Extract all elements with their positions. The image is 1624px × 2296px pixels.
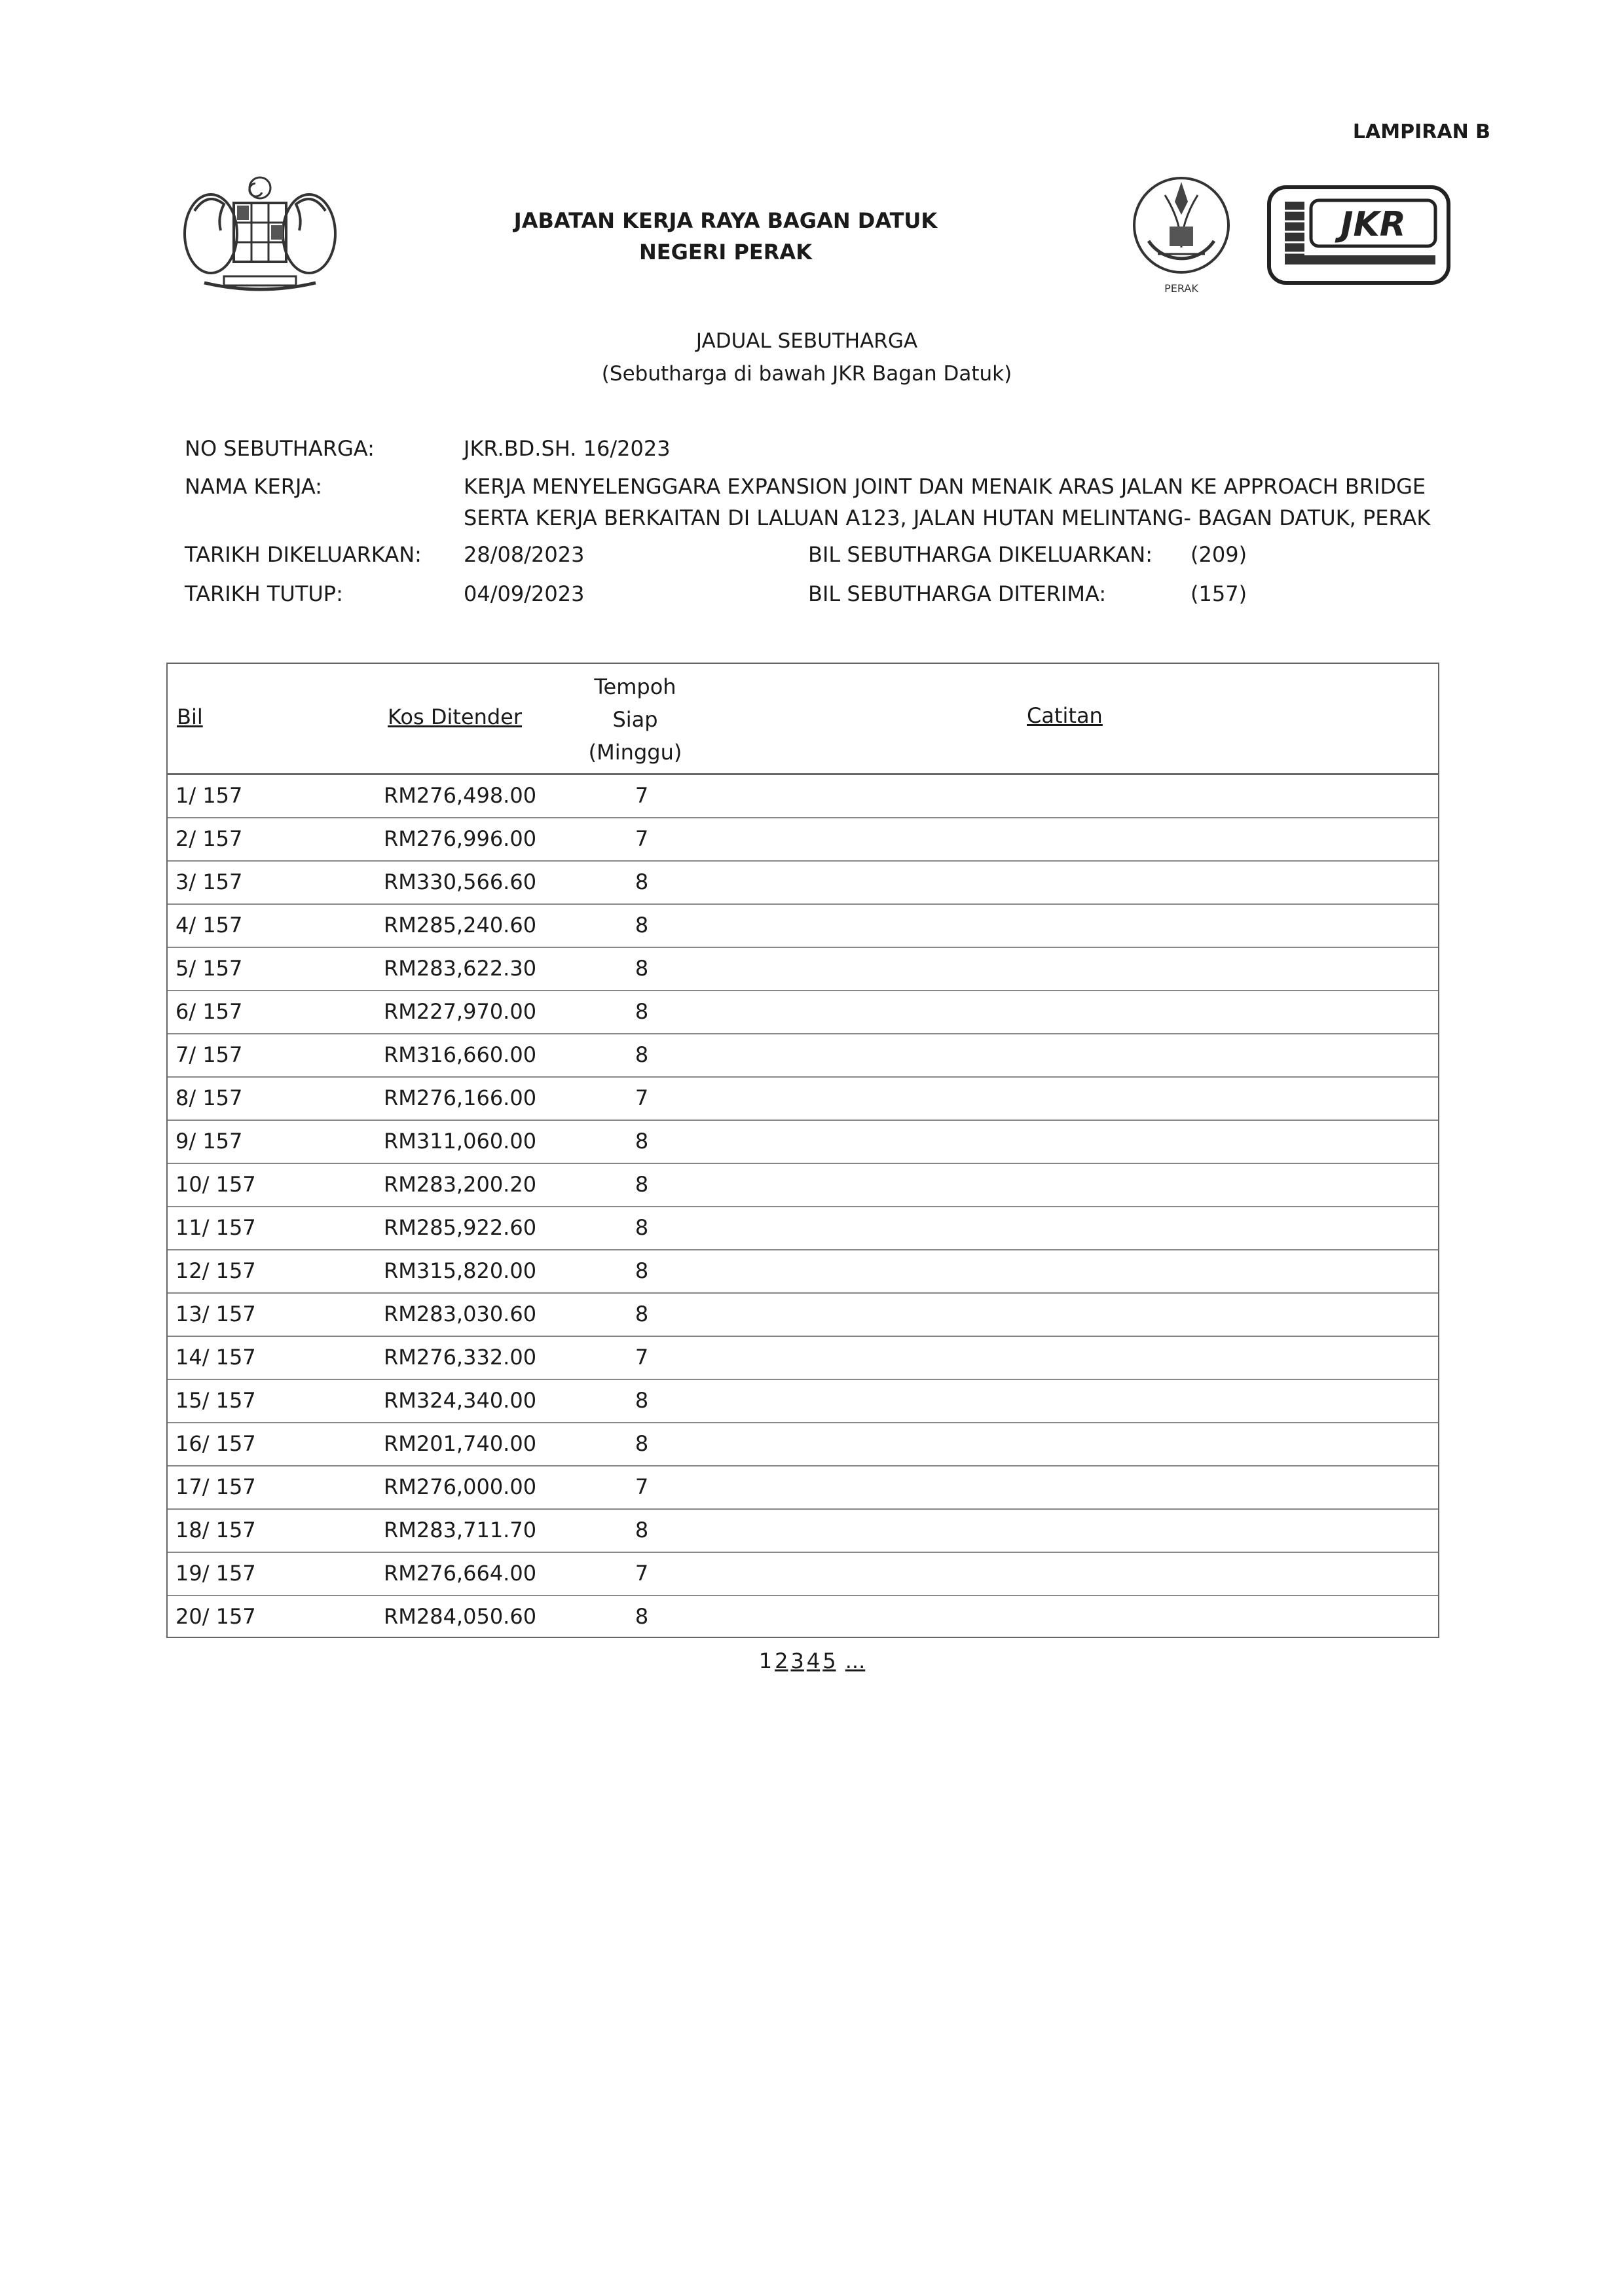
cell-bil: 6/ 157 [175,999,243,1024]
cell-bil: 13/ 157 [175,1302,256,1326]
cell-kos-ditender: RM285,922.60 [384,1215,537,1240]
cell-tempoh-siap: 7 [635,1474,649,1499]
tempoh-header-line3: (Minggu) [588,740,682,765]
table-row [168,905,1438,948]
table-row [168,1596,1438,1639]
document-subtitle: (Sebutharga di bawah JKR Bagan Datuk) [601,362,1012,386]
cell-tempoh-siap: 7 [635,783,649,808]
cell-tempoh-siap: 8 [635,1518,649,1542]
table-row [168,1467,1438,1510]
cell-tempoh-siap: 8 [635,1129,649,1154]
pagination [0,1649,1624,1673]
closing-date-label: TARIKH TUTUP: [185,581,343,606]
cell-kos-ditender: RM315,820.00 [384,1258,537,1283]
column-header-kos-ditender[interactable]: Kos Ditender [388,704,523,729]
department-state: NEGERI PERAK [639,240,812,264]
page-link-5[interactable]: 5 [822,1649,836,1673]
cell-tempoh-siap: 8 [635,1172,649,1197]
cell-bil: 10/ 157 [175,1172,256,1197]
cell-kos-ditender: RM324,340.00 [384,1388,537,1413]
cell-kos-ditender: RM285,240.60 [384,913,537,938]
cell-kos-ditender: RM276,664.00 [384,1561,537,1586]
cell-tempoh-siap: 8 [635,1302,649,1326]
cell-bil: 15/ 157 [175,1388,256,1413]
issue-date-label: TARIKH DIKELUARKAN: [185,542,422,567]
cell-tempoh-siap: 7 [635,826,649,851]
cell-bil: 11/ 157 [175,1215,256,1240]
cell-tempoh-siap: 8 [635,1042,649,1067]
work-name-line1: KERJA MENYELENGGARA EXPANSION JOINT DAN MENAIK ARAS JALAN KE APPROACH BRIDGE [464,474,1426,499]
received-count-label: BIL SEBUTHARGA DITERIMA: [808,581,1107,606]
cell-kos-ditender: RM227,970.00 [384,999,537,1024]
cell-kos-ditender: RM316,660.00 [384,1042,537,1067]
page-link-more[interactable]: ... [845,1649,866,1673]
cell-kos-ditender: RM311,060.00 [384,1129,537,1154]
table-row [168,1078,1438,1121]
cell-bil: 17/ 157 [175,1474,256,1499]
table-row [168,991,1438,1034]
cell-tempoh-siap: 7 [635,1345,649,1370]
table-row [168,1121,1438,1164]
cell-kos-ditender: RM276,498.00 [384,783,537,808]
cell-kos-ditender: RM276,996.00 [384,826,537,851]
cell-bil: 8/ 157 [175,1085,243,1110]
cell-bil: 9/ 157 [175,1129,243,1154]
column-header-bil[interactable]: Bil [177,704,203,729]
work-name-label: NAMA KERJA: [185,474,322,499]
table-row [168,1553,1438,1596]
cell-bil: 1/ 157 [175,783,243,808]
cell-bil: 5/ 157 [175,956,243,981]
page-current: 1 [758,1649,773,1673]
received-count-value: (157) [1190,581,1247,606]
cell-kos-ditender: RM283,200.20 [384,1172,537,1197]
table-row [168,775,1438,818]
cell-bil: 14/ 157 [175,1345,256,1370]
column-header-catitan[interactable]: Catitan [1027,703,1103,728]
annex-label: LAMPIRAN B [1352,120,1490,143]
cell-tempoh-siap: 8 [635,999,649,1024]
cell-tempoh-siap: 8 [635,1258,649,1283]
page-link-4[interactable]: 4 [806,1649,821,1673]
table-row [168,948,1438,991]
page-link-3[interactable]: 3 [790,1649,804,1673]
cell-kos-ditender: RM276,166.00 [384,1085,537,1110]
cell-bil: 16/ 157 [175,1431,256,1456]
cell-kos-ditender: RM283,711.70 [384,1518,537,1542]
table-row [168,1337,1438,1380]
tempoh-header-line1: Tempoh [594,674,676,699]
table-row [168,1294,1438,1337]
jkr-logo-text: JKR [1340,205,1406,244]
cell-bil: 3/ 157 [175,869,243,894]
table-header [168,664,1438,775]
work-name-line2: SERTA KERJA BERKAITAN DI LALUAN A123, JALAN HUTAN MELINTANG- BAGAN DATUK, PERAK [464,505,1431,530]
perak-seal-label: PERAK [1164,282,1198,295]
cell-kos-ditender: RM284,050.60 [384,1604,537,1629]
jkr-logo [1266,185,1451,285]
table-row [168,1423,1438,1467]
cell-tempoh-siap: 8 [635,1604,649,1629]
table-row [168,1034,1438,1078]
issued-count-label: BIL SEBUTHARGA DIKELUARKAN: [808,542,1153,567]
cell-kos-ditender: RM283,622.30 [384,956,537,981]
perak-state-seal-logo [1129,169,1234,300]
cell-bil: 20/ 157 [175,1604,256,1629]
cell-kos-ditender: RM276,332.00 [384,1345,537,1370]
table-row [168,1380,1438,1423]
cell-bil: 4/ 157 [175,913,243,938]
cell-tempoh-siap: 7 [635,1561,649,1586]
cell-bil: 12/ 157 [175,1258,256,1283]
quotation-no-label: NO SEBUTHARGA: [185,436,375,461]
issue-date-value: 28/08/2023 [464,542,585,567]
table-row [168,1207,1438,1250]
cell-tempoh-siap: 8 [635,1431,649,1456]
cell-tempoh-siap: 8 [635,913,649,938]
table-row [168,862,1438,905]
table-row [168,818,1438,862]
issued-count-value: (209) [1190,542,1247,567]
table-row [168,1250,1438,1294]
cell-bil: 2/ 157 [175,826,243,851]
cell-tempoh-siap: 7 [635,1085,649,1110]
cell-bil: 7/ 157 [175,1042,243,1067]
table-row [168,1510,1438,1553]
cell-bil: 18/ 157 [175,1518,256,1542]
cell-tempoh-siap: 8 [635,1388,649,1413]
quotation-table [166,663,1439,1638]
cell-tempoh-siap: 8 [635,956,649,981]
cell-kos-ditender: RM276,000.00 [384,1474,537,1499]
document-title: JADUAL SEBUTHARGA [695,329,918,353]
cell-bil: 19/ 157 [175,1561,256,1586]
page-link-2[interactable]: 2 [775,1649,788,1673]
cell-kos-ditender: RM283,030.60 [384,1302,537,1326]
column-header-tempoh-siap [570,670,701,769]
cell-kos-ditender: RM330,566.60 [384,869,537,894]
department-name: JABATAN KERJA RAYA BAGAN DATUK [513,208,938,233]
cell-kos-ditender: RM201,740.00 [384,1431,537,1456]
quotation-no-value: JKR.BD.SH. 16/2023 [464,436,671,461]
cell-tempoh-siap: 8 [635,1215,649,1240]
tempoh-header-line2: Siap [612,707,658,732]
cell-tempoh-siap: 8 [635,869,649,894]
closing-date-value: 04/09/2023 [464,581,585,606]
table-row [168,1164,1438,1207]
